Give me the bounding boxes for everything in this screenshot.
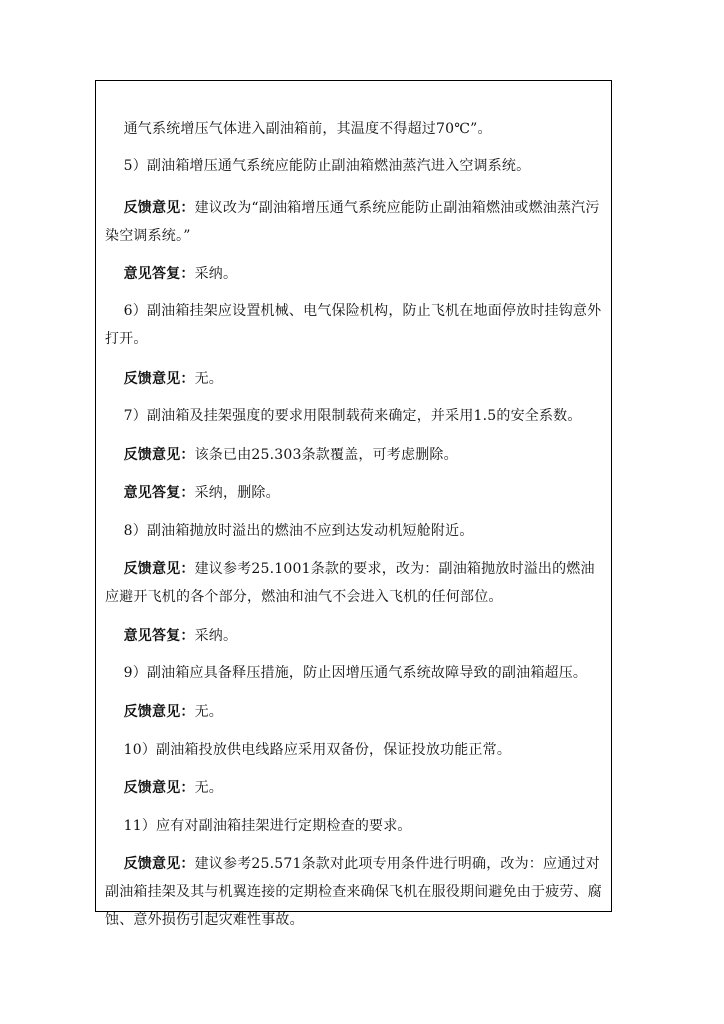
paragraph-text: 无。 [194,371,224,387]
paragraph-text: 通气系统增压气体进入副油箱前，其温度不得超过70℃”。 [123,121,492,137]
reply-label: 意见答复： [123,485,195,501]
paragraph-text: 9）副油箱应具备释压措施，防止因增压通气系统故障导致的副油箱超压。 [123,665,588,681]
paragraph-text: 无。 [194,704,224,720]
paragraph-text: 7）副油箱及挂架强度的要求用限制载荷来确定，并采用1.5的安全系数。 [123,408,582,424]
paragraph-text: 该条已由25.303条款覆盖，可考虑删除。 [194,447,458,463]
paragraph-text: 建议参考25.1001条款的要求，改为：副油箱抛放时溢出的燃油应避开飞机的各个部分，燃油和油气不会进入飞机的任何部位。 [105,561,595,605]
paragraph-text: 10）副油箱投放供电线路应采用双备份，保证投放功能正常。 [123,742,512,758]
feedback-label: 反馈意见： [123,371,195,387]
feedback-label: 反馈意见： [123,200,195,216]
paragraph-text: 无。 [194,780,224,796]
paragraph-text: 采纳，删除。 [194,485,280,501]
paragraph-text: 11）应有对副油箱挂架进行定期检查的要求。 [123,818,412,834]
feedback-label: 反馈意见： [123,447,195,463]
paragraph-text: 建议改为“副油箱增压通气系统应能防止副油箱燃油或燃油蒸汽污染空调系统。” [105,200,600,244]
feedback-label: 反馈意见： [123,780,195,796]
paragraph-text: 6）副油箱挂架应设置机械、电气保险机构，防止飞机在地面停放时挂钩意外打开。 [105,303,602,347]
paragraph-text: 8）副油箱抛放时溢出的燃油不应到达发动机短舱附近。 [123,523,474,539]
feedback-11 [105,822,605,962]
reply-label: 意见答复： [123,628,195,644]
feedback-label: 反馈意见： [123,704,195,720]
feedback-label: 反馈意见： [123,856,195,872]
paragraph-text: 采纳。 [194,628,238,644]
paragraph-text: 采纳。 [194,266,238,282]
reply-label: 意见答复： [123,266,195,282]
table-cell [95,80,612,928]
paragraph-text: 建议参考25.571条款对此项专用条件进行明确，改为：应通过对副油箱挂架及其与机翼连接的定期检查来确保飞机在服役期间避免由于疲劳、腐蚀、意外损伤引起灾难性事故。 [105,856,602,928]
feedback-label: 反馈意见： [123,561,195,577]
paragraph-text: 5）副油箱增压通气系统应能防止副油箱燃油蒸汽进入空调系统。 [123,158,531,174]
